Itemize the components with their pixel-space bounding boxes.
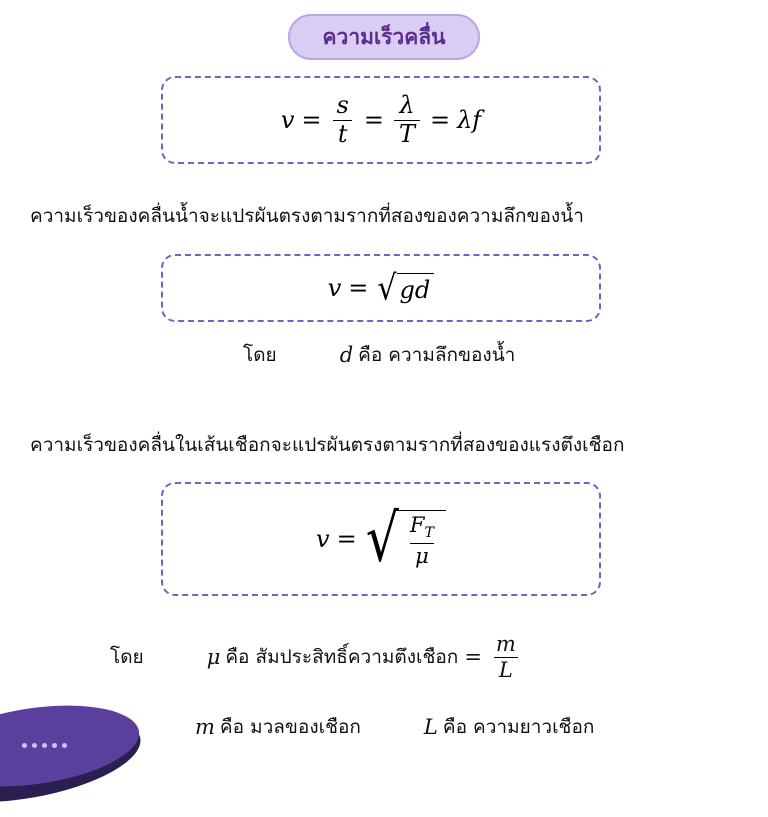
formula1-denominator-T: T [394,120,420,148]
formula-box-water-speed [161,254,601,322]
formula-water-speed [327,267,435,308]
decorative-dots [22,743,67,748]
formula3-equals: = [336,525,357,553]
formula1-equals-1: = [301,106,322,134]
note2-numerator-m: m [495,632,516,656]
formula2-radicand: gd [397,273,435,304]
formula2-equals: = [348,274,369,302]
note3-symbol-m: m [195,715,215,739]
water-wave-description: ความเร็วของคลื่นน้ำจะแปรผันตรงตามรากที่สองของความลึกของน้ำ [30,205,584,227]
note2-text: คือ สัมประสิทธิ์ความตึงเชือก [225,646,459,669]
note1-text: คือ ความลึกของน้ำ [358,344,516,366]
dot-icon [42,743,47,748]
note1-label: โดย [243,344,277,366]
formula1-equals-3: = [429,106,451,134]
formula1-numerator-s: s [336,90,349,119]
page-title-label: ความเร็วคลื่น [322,24,446,49]
dot-icon [32,743,37,748]
note2-symbol-mu: μ [206,645,221,670]
formula1-lambda-f: λf [457,106,482,134]
formula2-v: v [327,274,342,302]
formula-string-speed [316,501,446,577]
formula1-denominator-t: t [333,120,353,148]
formula3-numerator-F: F [409,513,425,538]
formula3-v: v [316,525,330,553]
note2-fraction-m-over-L [491,633,521,681]
radical-sign: √ [377,267,397,308]
note2-label: โดย [110,646,144,669]
formula1-fraction-s-over-t [332,90,354,148]
formula1-numerator-lambda: λ [399,90,415,119]
formula3-numerator [405,514,439,543]
page-title [288,14,480,60]
note-linear-density [110,633,524,681]
note1-symbol-d: d [339,343,354,367]
formula-box-string-speed [161,482,601,596]
formula1-fraction-lambda-over-T [394,90,420,148]
string-wave-description: ความเร็วของคลื่นในเส้นเชือกจะแปรผันตรงตามรากที่สองของแรงตึงเชือก [30,434,625,456]
radical-sign: √ [365,501,399,577]
note2-equals: = [464,645,482,670]
formula3-radicand [399,510,446,567]
formula3-fraction-FT-over-mu [405,514,439,567]
dot-icon [62,743,67,748]
formula1-v: v [280,106,295,134]
dot-icon [22,743,27,748]
formula-box-wave-speed [161,76,601,164]
formula3-denominator-mu: μ [410,543,434,568]
note3-symbol-L: L [423,715,438,739]
note3-text-length: คือ ความยาวเชือก [442,716,595,738]
formula1-equals-2: = [363,106,384,134]
note-mass-length [190,712,594,742]
formula-wave-speed [280,90,482,148]
formula3-numerator-subscript-T: T [424,525,434,542]
note3-text-mass: คือ มวลของเชือก [219,716,361,738]
square-root-icon [365,501,446,577]
note-depth [243,340,515,370]
dot-icon [52,743,57,748]
square-root-icon [377,267,434,308]
note2-denominator-L: L [494,657,518,682]
